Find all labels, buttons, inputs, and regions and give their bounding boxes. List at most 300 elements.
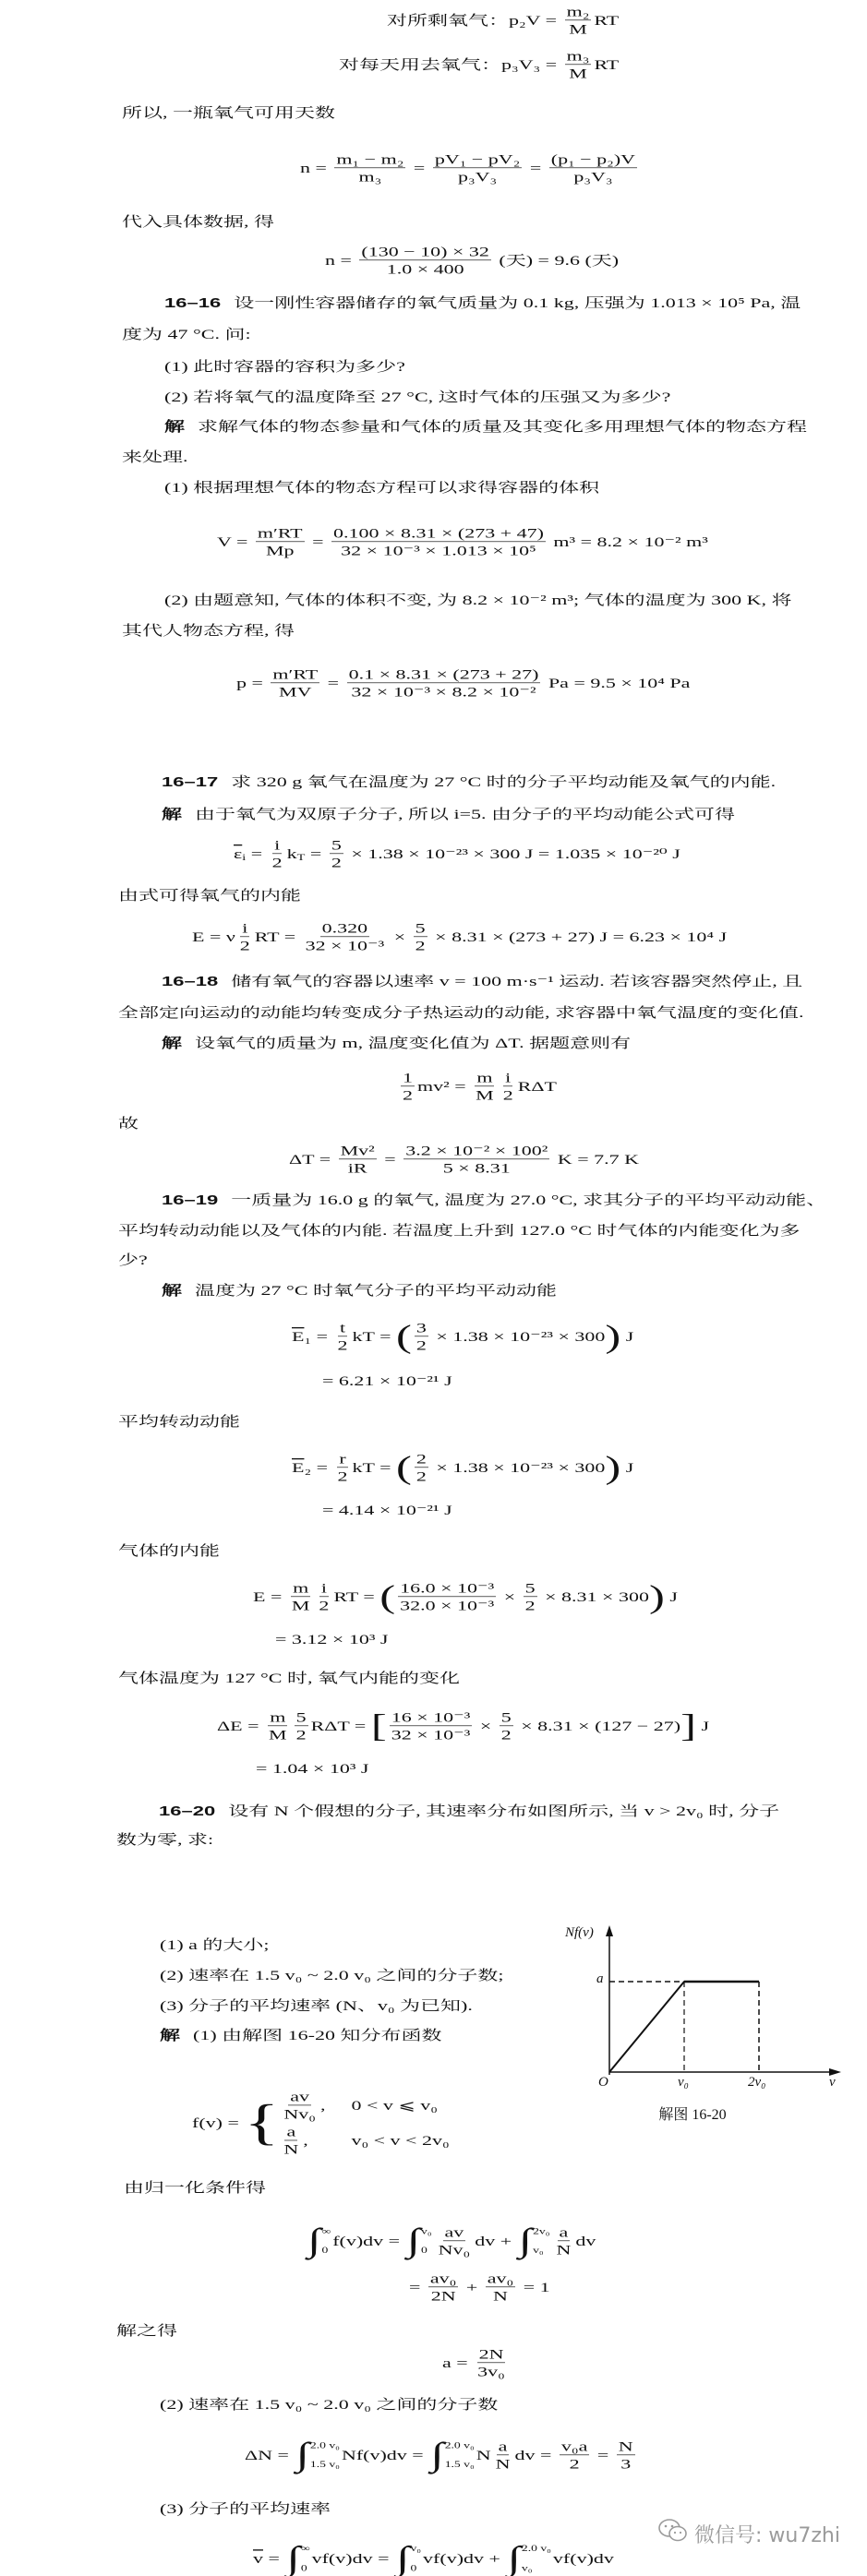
fraction — [524, 1580, 537, 1613]
numerator: t — [339, 1319, 346, 1336]
tick-2v0-label: 2v₀ — [748, 2075, 766, 2090]
numerator: 3 — [415, 1319, 427, 1336]
question-2: (2) 速率在 1.5 v₀ ~ 2.0 v₀ 之间的分子数; — [160, 1967, 504, 1983]
numerator: m — [270, 1708, 286, 1725]
solution-line — [164, 418, 807, 434]
solution-text: 气体的内能 — [118, 1542, 221, 1559]
integral-sign: ∫ — [430, 2437, 444, 2474]
upper-limit: ∞ — [300, 2544, 310, 2554]
question-1: (1) 此时容器的容积为多少? — [164, 358, 405, 375]
denominator: 32 × 10⁻³ — [305, 938, 385, 954]
solution-text: 设氧气的质量为 m, 温度变化值为 ΔT. 据题意则有 — [195, 1035, 632, 1051]
equation-normalization-result — [409, 2270, 550, 2304]
denominator: 32 × 10⁻³ — [391, 1727, 471, 1743]
math-text: ΔN = — [245, 2447, 295, 2463]
problem-text: 求 320 g 氧气在温度为 27 °C 时的分子平均动能及氧气的内能. — [231, 773, 777, 790]
large-bracket: ] — [680, 1707, 696, 1743]
problem-number: 16–17 — [162, 773, 219, 790]
solution-text: 平均转动动能 — [118, 1413, 241, 1430]
solution-step-3: (3) 分子的平均速率 — [160, 2500, 331, 2517]
fraction — [401, 1070, 415, 1103]
x-axis-label: v — [829, 2075, 836, 2090]
overlined-symbol: $\overline{E}$ — [292, 1459, 305, 1476]
equation-mean-speed — [253, 2542, 614, 2575]
math-text: × 8.31 × 300 — [539, 1588, 649, 1605]
upper-limit: 2v₀ — [533, 2226, 550, 2236]
denominator: 2 — [295, 1727, 307, 1743]
denominator: 2 — [415, 1337, 427, 1354]
math-text: = — [307, 533, 330, 550]
fraction — [359, 244, 490, 277]
math-text: = — [409, 2279, 426, 2295]
equation-n-value — [325, 244, 619, 277]
solution-line — [162, 806, 735, 821]
math-text: kT = — [352, 1328, 396, 1345]
math-text: × 8.31 × (127 − 27) — [515, 1718, 681, 1734]
large-bracket: ( — [395, 1318, 412, 1354]
watermark — [657, 2518, 840, 2549]
equation-delta-n — [245, 2438, 638, 2472]
integral — [396, 2542, 421, 2575]
denominator: 2 — [337, 1468, 348, 1485]
fraction — [271, 666, 319, 700]
equation-rotational-energy — [292, 1451, 633, 1484]
math-text: Nf(v)dv = — [341, 2447, 429, 2463]
numerator: m₃ — [566, 47, 590, 64]
fraction — [256, 525, 305, 558]
fraction — [494, 2438, 512, 2472]
paragraph-text: 所以, 一瓶氧气可用天数 — [122, 104, 336, 121]
fraction — [433, 151, 523, 185]
large-bracket: ( — [379, 1578, 396, 1614]
numerator: N — [618, 2438, 633, 2454]
denominator: N — [283, 2140, 299, 2157]
math-text: ₁ = — [304, 1328, 333, 1345]
fraction — [486, 2270, 515, 2304]
y-axis-arrow — [606, 1925, 613, 1936]
case-expression — [279, 2089, 325, 2122]
math-text: p = — [236, 675, 269, 691]
denominator: N — [493, 2288, 508, 2305]
integral-limits — [410, 2544, 421, 2573]
fraction — [304, 920, 387, 953]
denominator: MV — [279, 684, 312, 701]
solution-text: (1) 由解图 16-20 知分布函数 — [193, 2027, 442, 2043]
fraction — [282, 2124, 300, 2157]
math-text: = 1.04 × 10³ J — [256, 1760, 369, 1777]
math-text: J — [620, 1328, 634, 1345]
fraction — [238, 920, 252, 953]
problem-text: 度为 47 °C. 问: — [122, 326, 251, 342]
integral-limits — [310, 2440, 340, 2470]
solution-step-2: (2) 速率在 1.5 v₀ ~ 2.0 v₀ 之间的分子数 — [160, 2396, 499, 2413]
lower-limit: 1.5 v₀ — [444, 2460, 475, 2470]
fraction — [334, 151, 405, 185]
problem-text: 数为零, 求: — [116, 1831, 214, 1848]
math-text: 对所剩氧气：p₂V = — [387, 12, 562, 29]
integral-limits — [533, 2226, 549, 2256]
fraction — [415, 1451, 428, 1484]
large-bracket: [ — [370, 1707, 387, 1743]
equation-rotational-result — [322, 1501, 452, 1518]
solution-label: 解 — [162, 806, 183, 822]
denominator: N — [556, 2242, 572, 2258]
numerator: av₀ — [429, 2270, 457, 2286]
integral-sign: ∫ — [396, 2540, 410, 2576]
math-text: RΔT — [517, 1078, 557, 1095]
problem-text: 设一刚性容器储存的氧气质量为 0.1 kg, 压强为 1.013 × 10⁵ Pa, 温 — [234, 294, 801, 311]
denominator: 2 — [331, 855, 342, 871]
math-text: n = — [300, 160, 332, 176]
math-text: RΔT = — [310, 1718, 371, 1734]
denominator: 2 — [502, 1087, 513, 1104]
overlined-symbol: $\overline{v}$ — [253, 2550, 263, 2567]
solution-text: 由归一化条件得 — [124, 2179, 267, 2196]
numerator: 5 — [295, 1708, 307, 1725]
case-condition: 0 < v ⩽ v₀ — [351, 2097, 438, 2114]
math-text: × 8.31 × (273 + 27) J = 6.23 × 10⁴ J — [429, 929, 728, 945]
numerator: a — [286, 2123, 296, 2139]
equation-gas-internal-energy — [253, 1580, 678, 1613]
equation-volume — [217, 525, 708, 558]
integral — [295, 2438, 339, 2472]
numerator: Mv² — [340, 1142, 375, 1158]
paragraph-text: 代入具体数据, 得 — [122, 213, 275, 230]
equation-a — [442, 2346, 510, 2379]
math-text: = 6.21 × 10⁻²¹ J — [322, 1372, 452, 1389]
denominator: iR — [347, 1160, 367, 1177]
denominator: 2 — [500, 1727, 512, 1743]
equation-kinetic-balance — [398, 1070, 557, 1103]
math-text: = — [305, 845, 327, 862]
numerator: 5 — [331, 836, 342, 853]
math-text: ₂ = — [304, 1459, 333, 1476]
problem-16-17-line — [162, 773, 776, 789]
integral-limits — [321, 2226, 331, 2256]
solution-text: 由于氧气为双原子分子, 所以 i=5. 由分子的平均动能公式可得 — [195, 806, 736, 822]
integral-sign: ∫ — [295, 2437, 309, 2474]
math-text: J — [620, 1459, 634, 1476]
fraction — [271, 837, 284, 870]
math-text: dv = — [514, 2447, 557, 2463]
math-text: × 1.38 × 10⁻²³ × 300 J = 1.035 × 10⁻²⁰ J — [345, 845, 680, 862]
math-text: 对每天用去氧气：p₃V₃ = — [339, 56, 562, 73]
solution-text: 故 — [118, 1115, 139, 1132]
denominator: 2 — [319, 1598, 330, 1614]
upper-limit: v₀ — [421, 2226, 432, 2236]
solution-text: 求解气体的物态参量和气体的质量及其变化多用理想气体的物态方程 — [198, 418, 808, 435]
denominator: Nv₀ — [438, 2242, 471, 2258]
fraction — [267, 1709, 289, 1743]
math-text: RT = — [254, 929, 301, 945]
denominator: 2 — [403, 1087, 413, 1104]
math-text: f(v) = — [192, 2115, 245, 2131]
fraction — [437, 2224, 473, 2258]
fraction — [428, 2270, 458, 2304]
fraction — [331, 525, 546, 558]
denominator: 5 × 8.31 — [442, 1160, 511, 1177]
math-text: , — [303, 2132, 308, 2149]
integral — [507, 2542, 550, 2575]
problem-16-16-line — [164, 294, 801, 310]
numerator: (p₁ − p₂)V — [550, 150, 636, 167]
math-text: E = — [253, 1588, 287, 1605]
problem-number: 16–20 — [159, 1803, 216, 1819]
denominator: 2N — [430, 2288, 456, 2305]
solution-step-1: (1) 根据理想气体的物态方程可以求得容器的体积 — [164, 479, 600, 496]
integral-sign: ∫ — [518, 2223, 533, 2259]
large-bracket: ) — [605, 1318, 621, 1354]
denominator: 32 × 10⁻³ × 1.013 × 10⁵ — [341, 543, 536, 559]
solution-label: 解 — [162, 1282, 183, 1299]
math-text: RT = — [333, 1588, 380, 1605]
math-text: vf(v)dv = — [311, 2550, 394, 2567]
fraction — [560, 2438, 589, 2472]
subscript: T — [296, 852, 306, 863]
lower-limit: 0 — [321, 2246, 329, 2256]
fraction — [330, 837, 343, 870]
math-text: vf(v)dv + — [423, 2550, 506, 2567]
equation-daily-oxygen — [339, 48, 619, 81]
lower-limit: 0 — [421, 2246, 427, 2256]
fraction — [554, 2224, 572, 2258]
solution-label: 解 — [162, 1035, 183, 1051]
upper-limit: 2.0 v₀ — [521, 2544, 551, 2554]
equation-gas-internal-result — [275, 1630, 388, 1647]
piecewise-cases — [244, 2089, 449, 2157]
denominator: 2 — [239, 938, 250, 954]
fraction — [617, 2438, 635, 2472]
question-1: (1) a 的大小; — [160, 1936, 270, 1953]
math-text: = — [592, 2447, 614, 2463]
equation-internal-energy — [192, 920, 727, 953]
numerator: (130 − 10) × 32 — [361, 243, 489, 259]
solution-text: 由式可得氧气的内能 — [118, 887, 302, 904]
math-text: = 4.14 × 10⁻²¹ J — [322, 1502, 452, 1518]
math-text: k — [286, 845, 297, 862]
denominator: 1.0 × 400 — [386, 261, 464, 278]
fraction — [290, 1580, 312, 1613]
integral-limits — [445, 2440, 475, 2470]
denominator: N — [495, 2456, 511, 2473]
numerator: 5 — [524, 1579, 536, 1596]
math-text: , — [319, 2097, 326, 2114]
integral-limits — [522, 2544, 551, 2573]
problem-text: 设有 N 个假想的分子, 其速率分布如图所示, 当 v > 2v₀ 时, 分子 — [228, 1803, 780, 1819]
fraction — [336, 1451, 350, 1484]
numerator: m₁ − m₂ — [336, 150, 404, 167]
fraction — [336, 1320, 350, 1353]
solution-line — [162, 1035, 631, 1050]
integral — [430, 2438, 474, 2472]
problem-number: 16–18 — [162, 973, 219, 989]
denominator: 2 — [569, 2456, 580, 2473]
problem-16-19-line — [162, 1192, 826, 1207]
lower-limit: 1.5 v₀ — [309, 2460, 340, 2470]
fraction — [476, 2346, 507, 2379]
y-axis-label: Nf(v) — [565, 1925, 594, 1940]
numerator: m — [293, 1579, 309, 1596]
fraction — [565, 4, 592, 37]
numerator: 0.1 × 8.31 × (273 + 27) — [348, 665, 539, 682]
math-text: Pa = 9.5 × 10⁴ Pa — [543, 675, 691, 691]
numerator: av₀ — [487, 2270, 514, 2286]
numerator: 5 — [500, 1708, 512, 1725]
problem-text: 平均转动动能以及气体的内能. 若温度上升到 127.0 °C 时气体的内能变化为多 — [118, 1222, 801, 1239]
fraction — [414, 920, 427, 953]
integral-sign: ∫ — [307, 2223, 321, 2259]
problem-number: 16–16 — [164, 294, 222, 311]
question-3: (3) 分子的平均速率 (N、v₀ 为已知). — [160, 1997, 473, 2014]
fraction — [549, 151, 637, 185]
problem-text: 全部定向运动的动能均转变成分子热运动的动能, 求容器中氧气温度的变化值. — [118, 1004, 804, 1021]
math-text: RT — [594, 56, 620, 73]
large-bracket: ) — [648, 1578, 665, 1614]
solution-text: 解之得 — [116, 2322, 178, 2339]
fraction — [295, 1709, 308, 1743]
solution-label: 解 — [160, 2027, 181, 2043]
solution-line — [162, 1282, 557, 1298]
tick-v0-label: v₀ — [678, 2075, 689, 2090]
denominator: Nv₀ — [283, 2106, 316, 2123]
rising-segment — [609, 1982, 684, 2072]
fraction — [390, 1709, 473, 1743]
math-text: J — [664, 1588, 678, 1605]
fraction — [339, 1143, 377, 1176]
origin-label: O — [598, 2075, 608, 2090]
denominator: M — [291, 1598, 310, 1614]
denominator: M — [269, 1727, 287, 1743]
math-text: n = — [325, 252, 357, 269]
numerator: v₀a — [560, 2438, 588, 2454]
math-text: = — [322, 675, 344, 691]
numerator: av — [444, 2223, 464, 2240]
large-bracket: ( — [395, 1449, 412, 1485]
lower-limit: v₀ — [521, 2563, 533, 2573]
denominator: Mp — [265, 543, 295, 559]
math-text: E = ν — [192, 929, 235, 945]
math-text: = — [263, 2550, 285, 2567]
problem-text: 储有氧气的容器以速率 v = 100 m·s⁻¹ 运动. 若该容器突然停止, 且 — [231, 973, 803, 989]
equation-remaining-oxygen — [387, 4, 619, 37]
integral — [407, 2224, 432, 2258]
math-text: N — [476, 2447, 491, 2463]
denominator: 2 — [415, 938, 426, 954]
equation-translational-energy — [292, 1320, 633, 1353]
upper-limit: 2.0 v₀ — [309, 2440, 340, 2450]
equation-delta-e-result — [256, 1759, 368, 1777]
lower-limit: 0 — [300, 2563, 307, 2573]
math-text: × — [475, 1718, 497, 1734]
numerator: r — [339, 1450, 346, 1467]
numerator: m′RT — [257, 524, 303, 541]
solution-text: 其代人物态方程, 得 — [122, 622, 295, 639]
fraction — [474, 1070, 496, 1103]
fraction — [415, 1320, 428, 1353]
denominator: 2 — [337, 1337, 348, 1354]
math-text: = — [408, 160, 430, 176]
overlined-symbol: $\overline{E}$ — [292, 1328, 305, 1345]
numerator: 1 — [403, 1069, 413, 1085]
math-text: = 1 — [518, 2279, 550, 2295]
math-text: = — [379, 1151, 402, 1168]
fraction — [398, 1580, 496, 1613]
denominator: 2 — [271, 855, 283, 871]
math-text: dv + — [475, 2233, 517, 2249]
equation-delta-t — [289, 1143, 639, 1176]
math-text: × 1.38 × 10⁻²³ × 300 — [430, 1459, 606, 1476]
integral-sign: ∫ — [406, 2223, 421, 2259]
equation-delta-e — [217, 1709, 709, 1743]
question-2: (2) 若将氧气的温度降至 27 °C, 这时气体的压强又为多少? — [164, 389, 671, 405]
math-text: mv² = — [417, 1078, 472, 1095]
left-brace: { — [244, 2094, 280, 2151]
math-text: V = — [217, 533, 253, 550]
numerator: i — [505, 1069, 512, 1085]
denominator: 2 — [415, 1468, 427, 1485]
numerator: 5 — [415, 919, 426, 936]
numerator: 0.320 — [321, 919, 368, 936]
denominator: p₃V₃ — [573, 169, 613, 186]
denominator: 32.0 × 10⁻³ — [400, 1598, 495, 1614]
math-text: × — [389, 929, 411, 945]
problem-16-20-line — [159, 1803, 779, 1818]
math-text: vf(v)dv — [552, 2550, 614, 2567]
solution-step-2: (2) 由题意知, 气体的体积不变, 为 8.2 × 10⁻² m³; 气体的温度为 300 K, 将 — [164, 592, 792, 608]
denominator: M — [476, 1087, 494, 1104]
math-text: RT — [594, 12, 620, 29]
math-text: = — [246, 845, 268, 862]
math-text: × — [499, 1588, 521, 1605]
math-text: ΔE = — [217, 1718, 264, 1734]
solution-line — [160, 2027, 442, 2043]
problem-text: 一质量为 16.0 g 的氧气, 温度为 27.0 °C, 求其分子的平均平动动能、 — [231, 1192, 827, 1208]
math-text: kT = — [352, 1459, 396, 1476]
math-text: ΔT = — [289, 1151, 336, 1168]
a-level-label: a — [596, 1971, 604, 1986]
fraction — [403, 1143, 549, 1176]
case-expression — [279, 2124, 325, 2157]
solution-text: 温度为 27 °C 时氧气分子的平均平动动能 — [195, 1282, 557, 1299]
numerator: i — [242, 919, 248, 936]
integral — [286, 2542, 309, 2575]
numerator: av — [290, 2088, 310, 2104]
problem-number: 16–19 — [162, 1192, 219, 1208]
equation-pressure — [236, 666, 690, 700]
lower-limit: v₀ — [533, 2246, 544, 2256]
subscript: i — [242, 852, 247, 863]
overlined-symbol: $\overline{\varepsilon}$ — [234, 845, 243, 862]
math-text: × 1.38 × 10⁻²³ × 300 — [430, 1328, 606, 1345]
math-text: = — [524, 160, 547, 176]
math-text: + — [461, 2279, 483, 2295]
upper-limit: v₀ — [410, 2544, 422, 2554]
numerator: i — [274, 836, 281, 853]
large-bracket: ) — [605, 1449, 621, 1485]
numerator: i — [320, 1579, 327, 1596]
numerator: 2 — [415, 1450, 427, 1467]
math-text: J — [695, 1718, 710, 1734]
numerator: a — [498, 2438, 508, 2454]
fraction — [501, 1070, 515, 1103]
math-text: f(v)dv = — [332, 2233, 405, 2249]
numerator: 0.100 × 8.31 × (273 + 47) — [333, 524, 544, 541]
denominator: 2 — [524, 1598, 536, 1614]
solution-label: 解 — [164, 418, 186, 435]
integral-limits — [421, 2226, 432, 2256]
numerator: 2N — [478, 2345, 504, 2362]
numerator: 16.0 × 10⁻³ — [400, 1579, 495, 1596]
